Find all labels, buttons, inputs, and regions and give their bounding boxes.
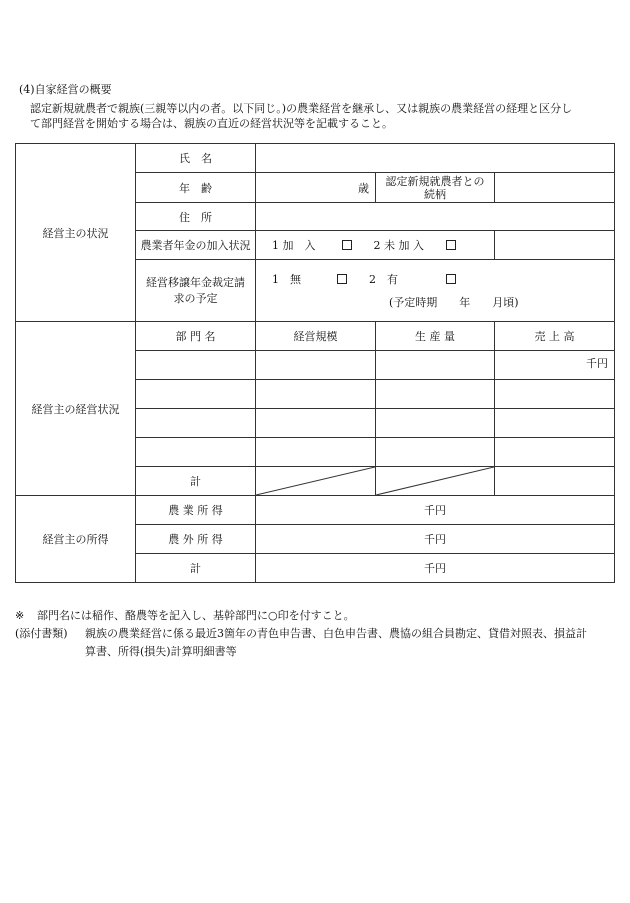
diagonal-slash — [376, 467, 494, 495]
pension-checkbox-2[interactable] — [446, 240, 456, 250]
intro-line-2: て部門経営を開始する場合は、親族の直近の経営状況等を記載すること。 — [30, 117, 393, 130]
relation-label-line-2: 続柄 — [424, 187, 446, 201]
name-field[interactable] — [256, 144, 615, 173]
scale-field[interactable] — [256, 351, 376, 380]
sales-total-field[interactable] — [495, 467, 615, 496]
category-owner-status: 経営主の状況 — [16, 144, 136, 322]
farm-income-field[interactable] — [256, 496, 615, 525]
header-scale: 経営規模 — [256, 322, 376, 351]
name-label: 氏 名 — [136, 144, 256, 173]
sales-field[interactable] — [495, 380, 615, 409]
farm-income-unit: 千円 — [424, 504, 446, 517]
income-total-unit: 千円 — [424, 562, 446, 575]
age-label: 年 齢 — [136, 173, 256, 203]
transfer-checkbox-1[interactable] — [337, 274, 347, 284]
pension-options — [256, 231, 495, 260]
note-text: 部門名には稲作、酪農等を記入し、基幹部門に○印を付すこと。 — [37, 609, 355, 622]
dept-name-field[interactable] — [136, 438, 256, 467]
nonfarm-income-field[interactable] — [256, 525, 615, 554]
transfer-label-line-1: 経営移譲年金裁定請 — [146, 275, 245, 289]
header-sales: 売 上 高 — [495, 322, 615, 351]
scale-field[interactable] — [256, 438, 376, 467]
scale-field[interactable] — [256, 409, 376, 438]
sales-field[interactable] — [495, 438, 615, 467]
scale-total-slashed — [256, 467, 376, 496]
intro-text — [30, 101, 620, 131]
pension-checkbox-1[interactable] — [342, 240, 352, 250]
note-mark: ※ — [15, 609, 25, 622]
sales-field[interactable] — [495, 409, 615, 438]
attachment-line-1: 親族の農業経営に係る最近3箇年の青色申告書、白色申告書、農協の組合員勘定、貸借対照表、損益計 — [85, 627, 587, 640]
business-total-label: 計 — [136, 467, 256, 496]
pension-option-1: 1 加 入 — [272, 239, 316, 252]
footer-notes — [15, 607, 620, 661]
age-unit: 歳 — [358, 181, 369, 195]
transfer-label — [136, 260, 256, 322]
sales-unit: 千円 — [586, 357, 609, 370]
pension-label: 農業者年金の加入状況 — [136, 231, 256, 260]
pension-extra-field[interactable] — [495, 231, 615, 260]
farm-income-label: 農 業 所 得 — [136, 496, 256, 525]
section-heading: (4)自家経営の概要 — [19, 83, 112, 96]
transfer-label-line-2: 求の予定 — [173, 291, 218, 305]
production-field[interactable] — [376, 351, 495, 380]
category-owner-income: 経営主の所得 — [16, 496, 136, 583]
sales-field[interactable] — [495, 351, 615, 380]
header-production: 生 産 量 — [376, 322, 495, 351]
address-label: 住 所 — [136, 203, 256, 231]
dept-name-field[interactable] — [136, 351, 256, 380]
attachment-row-2 — [15, 643, 620, 661]
farm-management-table — [15, 143, 615, 583]
transfer-checkbox-2[interactable] — [446, 274, 456, 284]
production-total-slashed — [376, 467, 495, 496]
note-row — [15, 607, 620, 625]
transfer-option-1: 1 無 — [272, 273, 301, 286]
diagonal-slash — [256, 467, 375, 495]
relation-label — [376, 173, 495, 203]
nonfarm-income-unit: 千円 — [424, 533, 446, 546]
production-field[interactable] — [376, 380, 495, 409]
production-field[interactable] — [376, 438, 495, 467]
income-total-field[interactable] — [256, 554, 615, 583]
age-field[interactable] — [256, 173, 376, 203]
attachment-label: (添付書類) — [15, 627, 68, 640]
intro-line-1: 認定新規就農者で親族(三親等以内の者。以下同じ。)の農業経営を継承し、又は親族の農業経営の経理と区分し — [30, 102, 573, 115]
dept-name-field[interactable] — [136, 409, 256, 438]
nonfarm-income-label: 農 外 所 得 — [136, 525, 256, 554]
attachment-line-2: 算書、所得(損失)計算明細書等 — [85, 645, 237, 658]
transfer-options — [256, 260, 615, 322]
production-field[interactable] — [376, 409, 495, 438]
pension-option-2: 2 未 加 入 — [373, 239, 424, 252]
relation-field[interactable] — [495, 173, 615, 203]
relation-label-line-1: 認定新規就農者との — [385, 174, 485, 188]
income-total-label: 計 — [136, 554, 256, 583]
address-field[interactable] — [256, 203, 615, 231]
header-dept-name: 部 門 名 — [136, 322, 256, 351]
category-owner-business: 経営主の経営状況 — [16, 322, 136, 496]
transfer-option-2: 2 有 — [369, 273, 398, 286]
transfer-schedule: (予定時期 年 月頃) — [389, 296, 519, 309]
attachment-row — [15, 625, 620, 643]
dept-name-field[interactable] — [136, 380, 256, 409]
scale-field[interactable] — [256, 380, 376, 409]
